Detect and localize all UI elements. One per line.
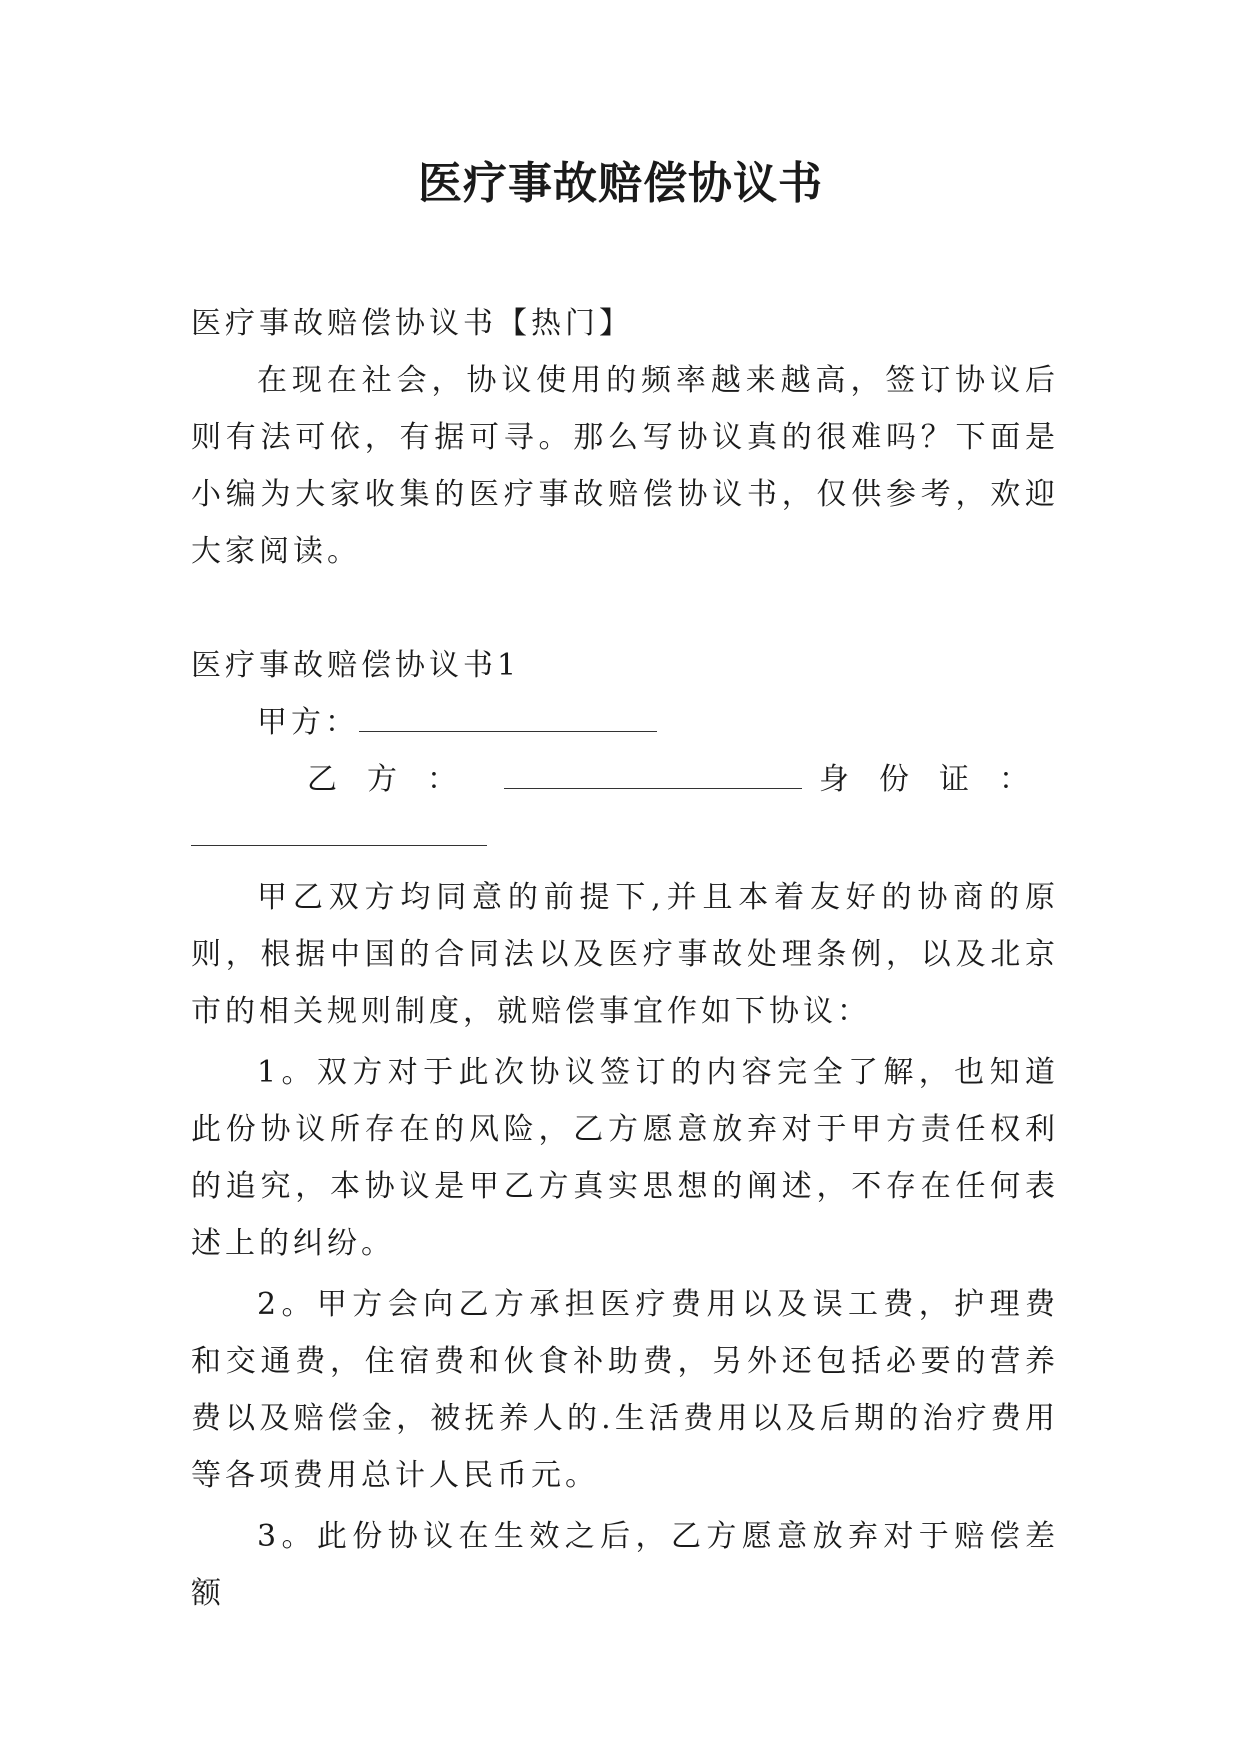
party-b-row (191, 751, 1059, 808)
id-card-row (191, 808, 1059, 865)
document-body (191, 295, 1059, 1622)
clause-2: 2。甲方会向乙方承担医疗费用以及误工费，护理费和交通费，住宿费和伙食补助费，另外还包括必要的营养费以及赔偿金，被抚养人的.生活费用以及后期的治疗费用等各项费用总计人民币元。 (191, 1287, 1059, 1493)
id-card-label: 身份证： (819, 762, 1059, 797)
party-a-label: 甲方： (257, 705, 359, 740)
clause-3: 3。此份协议在生效之后，乙方愿意放弃对于赔偿差额 (191, 1519, 1059, 1611)
preamble-paragraph: 甲乙双方均同意的前提下,并且本着友好的协商的原则，根据中国的合同法以及医疗事故处理条例，以及北京市的相关规则制度，就赔偿事宜作如下协议： (191, 880, 1059, 1029)
party-b-blank-line (504, 762, 802, 789)
section-heading: 医疗事故赔偿协议书1 (191, 648, 521, 683)
id-card-blank-line (191, 819, 487, 846)
intro-paragraph: 在现在社会，协议使用的频率越来越高，签订协议后则有法可依，有据可寻。那么写协议真的很难吗？下面是小编为大家收集的医疗事故赔偿协议书，仅供参考，欢迎大家阅读。 (191, 363, 1059, 569)
party-b-label: 乙方： (307, 762, 487, 797)
clause-1: 1。双方对于此次协议签订的内容完全了解，也知道此份协议所存在的风险，乙方愿意放弃对于甲方责任权利的追究，本协议是甲乙方真实思想的阐述，不存在任何表述上的纠纷。 (191, 1055, 1059, 1261)
document-subtitle: 医疗事故赔偿协议书【热门】 (191, 306, 633, 341)
party-a-row (191, 694, 1059, 751)
document-title: 医疗事故赔偿协议书 (418, 158, 823, 209)
party-a-blank-line (359, 705, 657, 732)
